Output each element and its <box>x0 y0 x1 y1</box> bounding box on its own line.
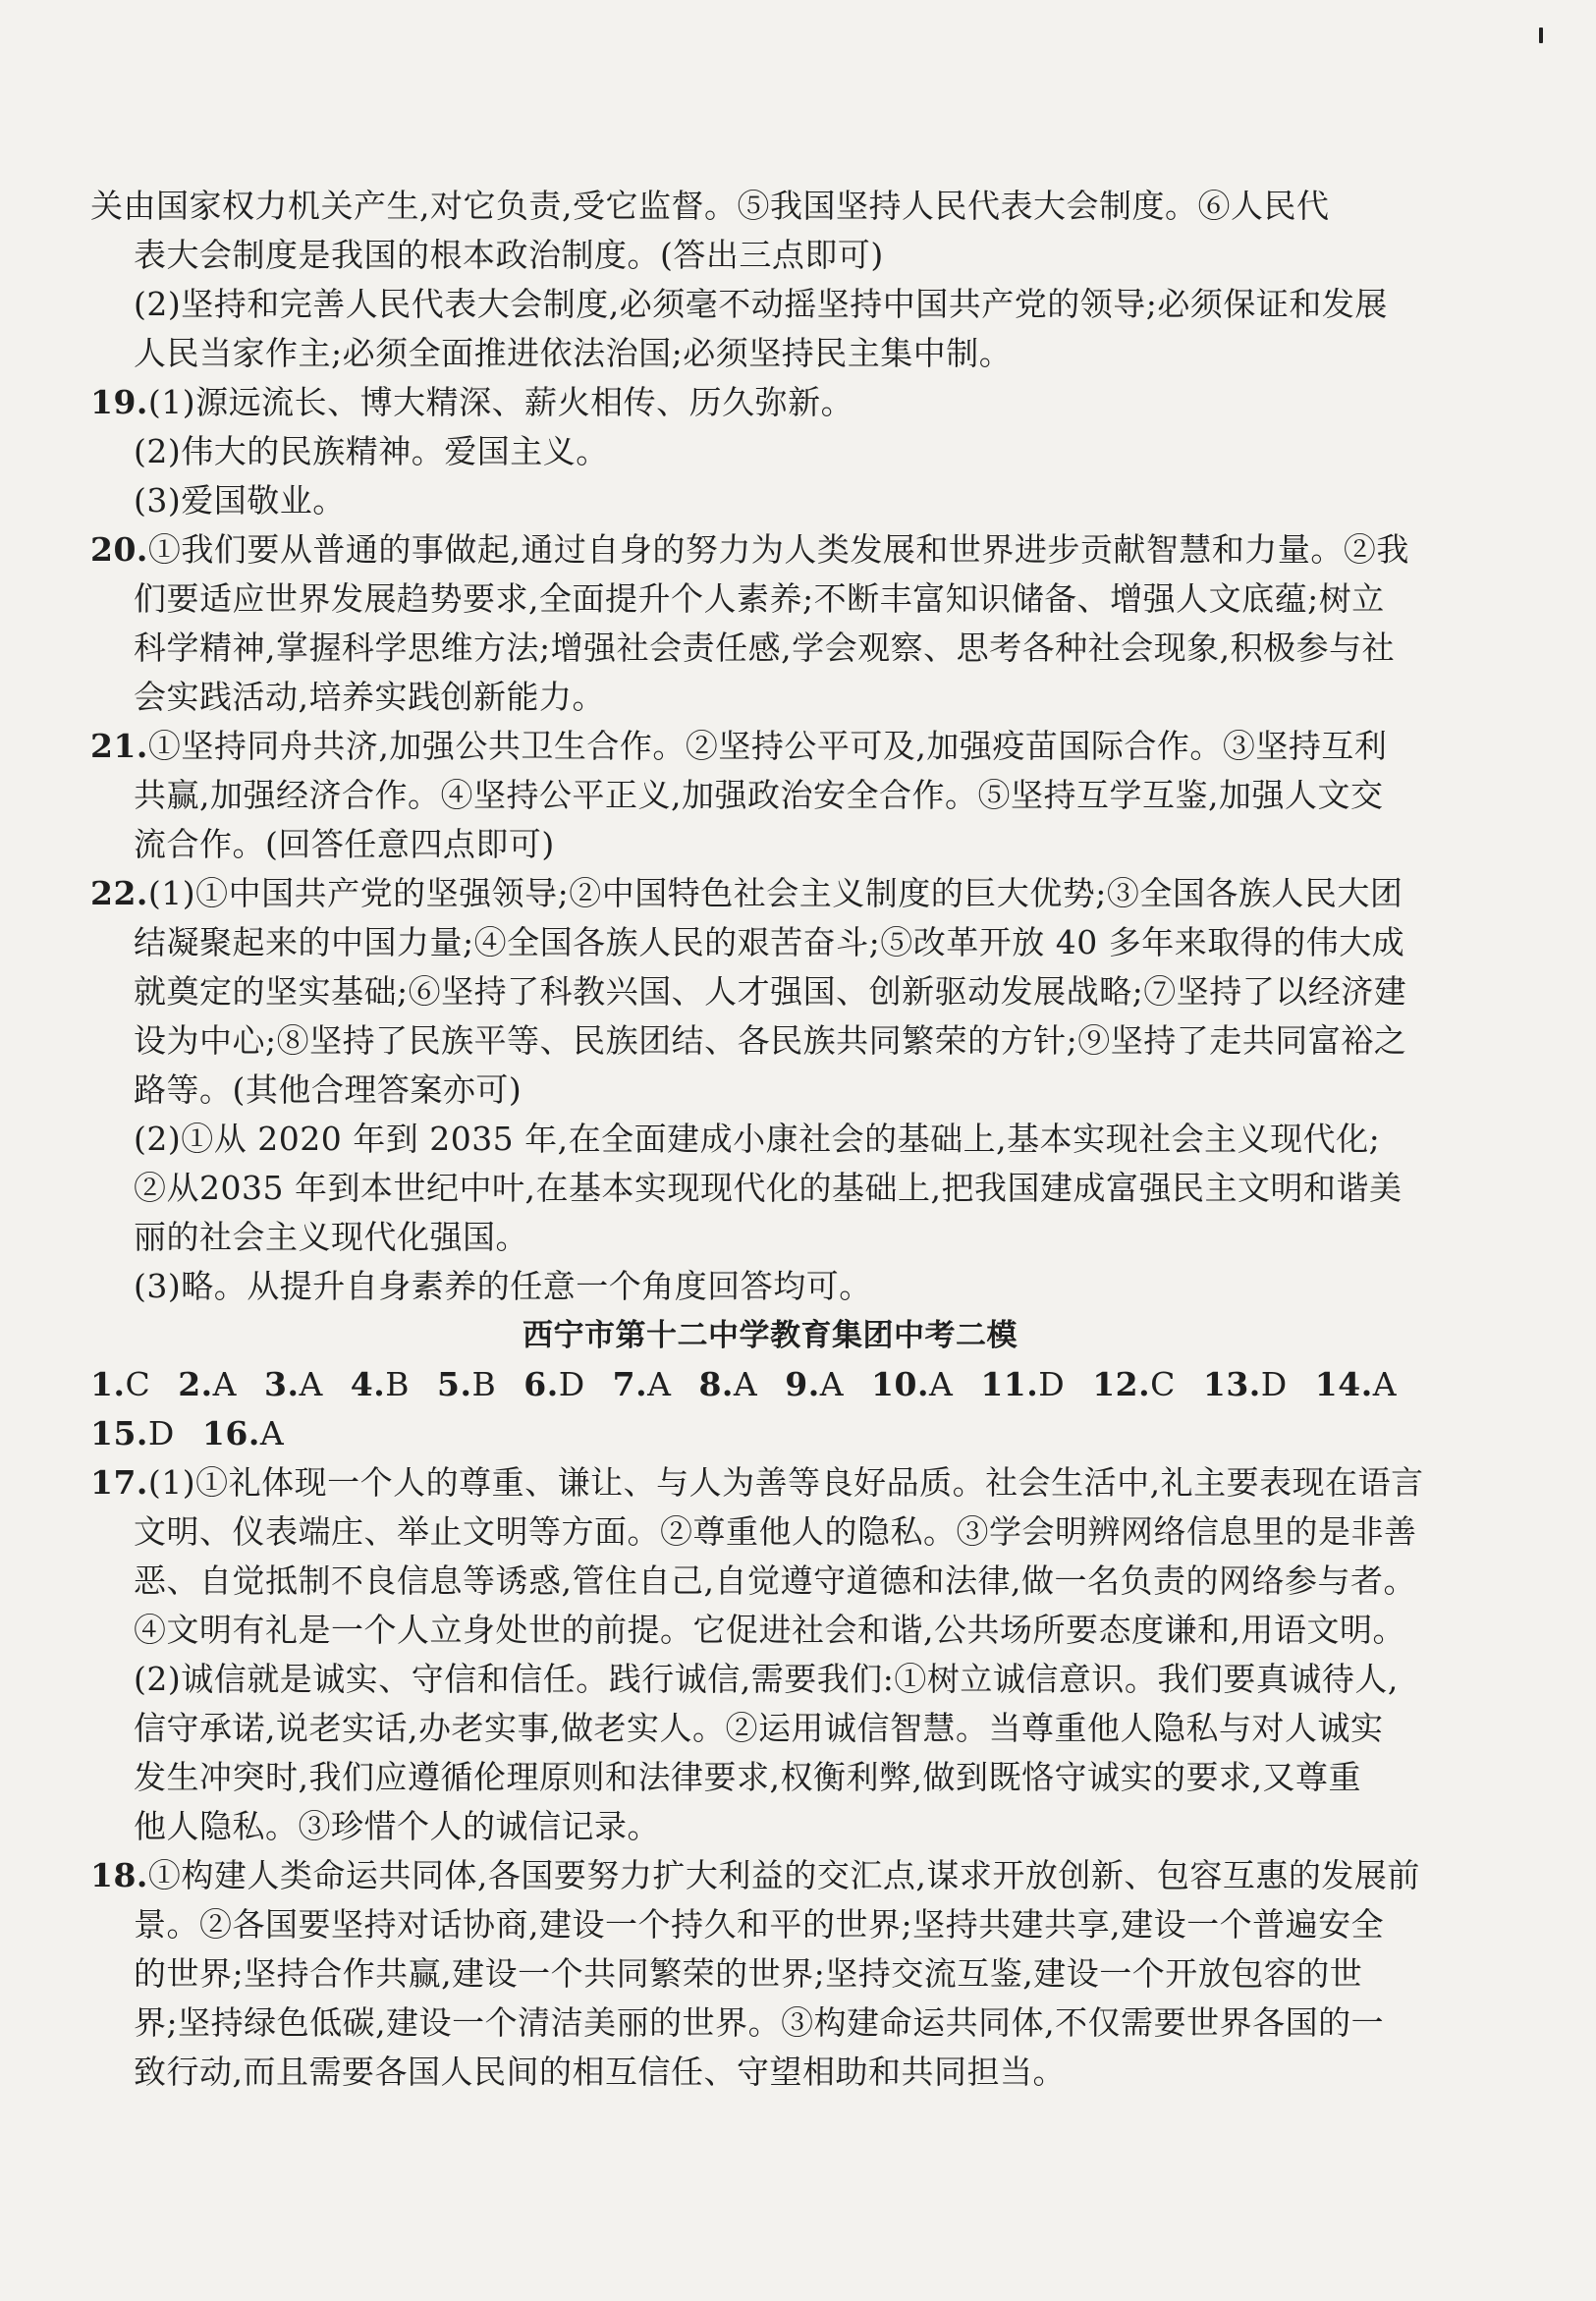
choice-answer <box>523 1365 584 1403</box>
answer-line <box>90 1704 1406 1753</box>
answer-line <box>90 1507 1417 1557</box>
choice-letter: D <box>558 1365 585 1403</box>
answer-text: 设为中心;⑧坚持了民族平等、民族团结、各民族共同繁荣的方针;⑨坚持了走共同富裕之 <box>134 1021 1407 1060</box>
question-number: 15. <box>90 1414 148 1452</box>
choice-answer <box>1092 1365 1176 1403</box>
answer-text: 恶、自觉抵制不良信息等诱惑,管住自己,自觉遵守道德和法律,做一名负责的网络参与者。 <box>134 1561 1416 1600</box>
choice-letter: C <box>1150 1365 1176 1403</box>
choice-letter: A <box>647 1365 672 1403</box>
choice-letter: A <box>819 1365 845 1403</box>
answer-text: 表大会制度是我国的根本政治制度。(答出三点即可) <box>134 236 884 274</box>
corner-mark <box>1539 27 1543 43</box>
answer-text: (1)源远流长、博大精深、薪火相传、历久弥新。 <box>147 383 854 421</box>
answer-line <box>90 918 1406 967</box>
answer-line <box>90 280 1406 329</box>
answer-text: 人民当家作主;必须全面推进依法治国;必须坚持民主集中制。 <box>134 334 1013 372</box>
answer-text: 信守承诺,说老实话,办老实事,做老实人。②运用诚信智慧。当尊重他人隐私与对人诚实 <box>134 1709 1384 1747</box>
question-number: 5. <box>437 1365 472 1403</box>
answer-line <box>90 1606 1406 1655</box>
question-number: 19. <box>90 383 148 421</box>
answer-line <box>90 1753 1406 1802</box>
answer-text: 们要适应世界发展趋势要求,全面提升个人素养;不断丰富知识储备、增强人文底蕴;树立 <box>134 579 1385 618</box>
answer-text: (1)①礼体现一个人的尊重、谦让、与人为善等良好品质。社会生活中,礼主要表现在语言 <box>147 1463 1424 1502</box>
answer-text: 界;坚持绿色低碳,建设一个清洁美丽的世界。③构建命运共同体,不仅需要世界各国的一 <box>134 2003 1385 2042</box>
question-number: 18. <box>90 1856 148 1894</box>
choice-answer <box>613 1365 672 1403</box>
choice-letter: A <box>299 1365 323 1403</box>
answer-text: (3)爱国敬业。 <box>134 481 346 520</box>
answer-text: 会实践活动,培养实践创新能力。 <box>134 678 605 716</box>
answer-text: 丽的社会主义现代化强国。 <box>134 1218 528 1256</box>
answer-text: ④文明有礼是一个人立身处世的前提。它促进社会和谐,公共场所要态度谦和,用语文明。 <box>134 1611 1405 1649</box>
answer-line <box>90 329 1406 378</box>
answer-text: 文明、仪表端庄、举止文明等方面。②尊重他人的隐私。③学会明辨网络信息里的是非善 <box>134 1512 1417 1551</box>
question-number: 17. <box>90 1463 148 1502</box>
answer-line <box>90 1655 1406 1704</box>
answer-line <box>90 771 1406 820</box>
choice-answer <box>351 1365 410 1403</box>
choice-letter: A <box>1372 1365 1398 1403</box>
answer-line <box>90 722 1406 771</box>
answer-page <box>90 182 1424 2097</box>
question-number: 10. <box>871 1365 929 1403</box>
choice-answer <box>90 1414 175 1452</box>
answer-line <box>90 967 1406 1016</box>
answer-text: (2)诚信就是诚实、守信和信任。践行诚信,需要我们:①树立诚信意识。我们要真诚待人, <box>134 1660 1399 1698</box>
answer-text: 结凝聚起来的中国力量;④全国各族人民的艰苦奋斗;⑤改革开放 40 多年来取得的伟大成 <box>134 923 1405 961</box>
answer-text: 科学精神,掌握科学思维方法;增强社会责任感,学会观察、思考各种社会现象,积极参与社 <box>134 629 1396 667</box>
answer-line <box>90 1999 1406 2048</box>
choice-answer <box>785 1365 844 1403</box>
choice-letter: A <box>733 1365 758 1403</box>
answer-line <box>90 182 1406 231</box>
answer-line <box>90 1115 1406 1164</box>
answer-line <box>90 869 1406 918</box>
question-number: 11. <box>980 1365 1039 1403</box>
choice-answer <box>698 1365 757 1403</box>
answer-text: 发生冲突时,我们应遵循伦理原则和法律要求,权衡利弊,做到既恪守诚实的要求,又尊重 <box>134 1758 1361 1796</box>
question-number: 9. <box>785 1365 820 1403</box>
answer-line <box>90 1262 1406 1311</box>
question-number: 8. <box>698 1365 734 1403</box>
answer-text: (2)①从 2020 年到 2035 年,在全面建成小康社会的基础上,基本实现社会主义现代化; <box>134 1120 1381 1158</box>
choice-answer <box>264 1365 323 1403</box>
answer-line <box>90 525 1409 575</box>
answer-line <box>90 2048 1406 2097</box>
answer-line <box>90 624 1406 673</box>
choice-letter: A <box>928 1365 954 1403</box>
answer-text: 他人隐私。③珍惜个人的诚信记录。 <box>134 1807 660 1845</box>
question-number: 3. <box>264 1365 300 1403</box>
multiple-choice-row-2 <box>90 1409 1406 1458</box>
answer-line <box>90 1213 1406 1262</box>
choice-answer <box>1203 1365 1288 1403</box>
answer-line <box>90 1900 1406 1949</box>
answer-text: ①我们要从普通的事做起,通过自身的努力为人类发展和世界进步贡献智慧和力量。②我 <box>147 530 1409 569</box>
answer-line <box>90 673 1406 722</box>
choice-answer <box>1315 1365 1397 1403</box>
answer-text: 就奠定的坚实基础;⑥坚持了科教兴国、人才强国、创新驱动发展战略;⑦坚持了以经济建 <box>134 972 1407 1011</box>
answer-line <box>90 820 1406 869</box>
choice-answer <box>202 1414 284 1452</box>
answer-line <box>90 1557 1416 1606</box>
answer-line <box>90 1164 1406 1213</box>
answer-text: (3)略。从提升自身素养的任意一个角度回答均可。 <box>134 1267 872 1305</box>
choice-letter: D <box>1038 1365 1066 1403</box>
multiple-choice-row-1 <box>90 1360 1406 1409</box>
choice-letter: A <box>212 1365 237 1403</box>
question-number: 4. <box>350 1365 386 1403</box>
answer-text: ①构建人类命运共同体,各国要努力扩大利益的交汇点,谋求开放创新、包容互惠的发展前 <box>147 1856 1420 1894</box>
answer-line <box>90 1066 1406 1115</box>
answer-line <box>90 575 1406 624</box>
question-number: 13. <box>1202 1365 1261 1403</box>
answer-text: (1)①中国共产党的坚强领导;②中国特色社会主义制度的巨大优势;③全国各族人民大团 <box>147 874 1403 912</box>
choice-letter: D <box>1260 1365 1288 1403</box>
choice-answer <box>90 1365 150 1403</box>
answer-text: ①坚持同舟共济,加强公共卫生合作。②坚持公平可及,加强疫苗国际合作。③坚持互利 <box>147 727 1388 765</box>
answer-text: 路等。(其他合理答案亦可) <box>134 1070 523 1109</box>
answer-line <box>90 427 1406 476</box>
choice-letter: A <box>259 1414 285 1452</box>
answer-line <box>90 1016 1406 1066</box>
answer-line <box>90 1949 1406 1999</box>
answer-line <box>90 1851 1420 1900</box>
answer-line <box>90 231 1406 280</box>
answer-line <box>90 378 1406 427</box>
answer-text: 流合作。(回答任意四点即可) <box>134 825 555 863</box>
answer-text: (2)坚持和完善人民代表大会制度,必须毫不动摇坚持中国共产党的领导;必须保证和发展 <box>134 285 1388 323</box>
question-number: 14. <box>1314 1365 1373 1403</box>
answer-line <box>90 1458 1424 1507</box>
answers-block-previous-exam <box>90 182 1409 1311</box>
choice-letter: C <box>125 1365 151 1403</box>
choice-letter: D <box>147 1414 175 1452</box>
answers-block-second-mock <box>90 1458 1424 2097</box>
question-number: 16. <box>201 1414 260 1452</box>
question-number: 22. <box>90 874 148 912</box>
section-title: 西宁市第十二中学教育集团中考二模 <box>523 1318 1018 1353</box>
answer-line <box>90 476 1406 525</box>
question-number: 21. <box>90 727 148 765</box>
question-number: 6. <box>523 1365 559 1403</box>
choice-answer <box>437 1365 496 1403</box>
question-number: 12. <box>1092 1365 1151 1403</box>
answer-text: (2)伟大的民族精神。爱国主义。 <box>134 432 609 470</box>
choice-answer <box>178 1365 237 1403</box>
question-number: 2. <box>178 1365 213 1403</box>
answer-text: 共赢,加强经济合作。④坚持公平正义,加强政治安全合作。⑤坚持互学互鉴,加强人文交 <box>134 776 1384 814</box>
answer-text: 关由国家权力机关产生,对它负责,受它监督。⑤我国坚持人民代表大会制度。⑥人民代 <box>90 187 1330 225</box>
answer-text: 景。②各国要坚持对话协商,建设一个持久和平的世界;坚持共建共享,建设一个普遍安全 <box>134 1905 1385 1944</box>
answer-line <box>90 1802 1406 1851</box>
question-number: 20. <box>90 530 148 569</box>
answer-text: 致行动,而且需要各国人民间的相互信任、守望相助和共同担当。 <box>134 2053 1066 2091</box>
choice-letter: B <box>385 1365 411 1403</box>
choice-letter: B <box>471 1365 497 1403</box>
choice-answer <box>871 1365 953 1403</box>
question-number: 7. <box>612 1365 648 1403</box>
choice-answer <box>980 1365 1065 1403</box>
answer-text: ②从2035 年到本世纪中叶,在基本实现现代化的基础上,把我国建成富强民主文明和谐美 <box>134 1169 1403 1207</box>
answer-text: 的世界;坚持合作共赢,建设一个共同繁荣的世界;坚持交流互鉴,建设一个开放包容的世 <box>134 1954 1363 1993</box>
question-number: 1. <box>90 1365 126 1403</box>
